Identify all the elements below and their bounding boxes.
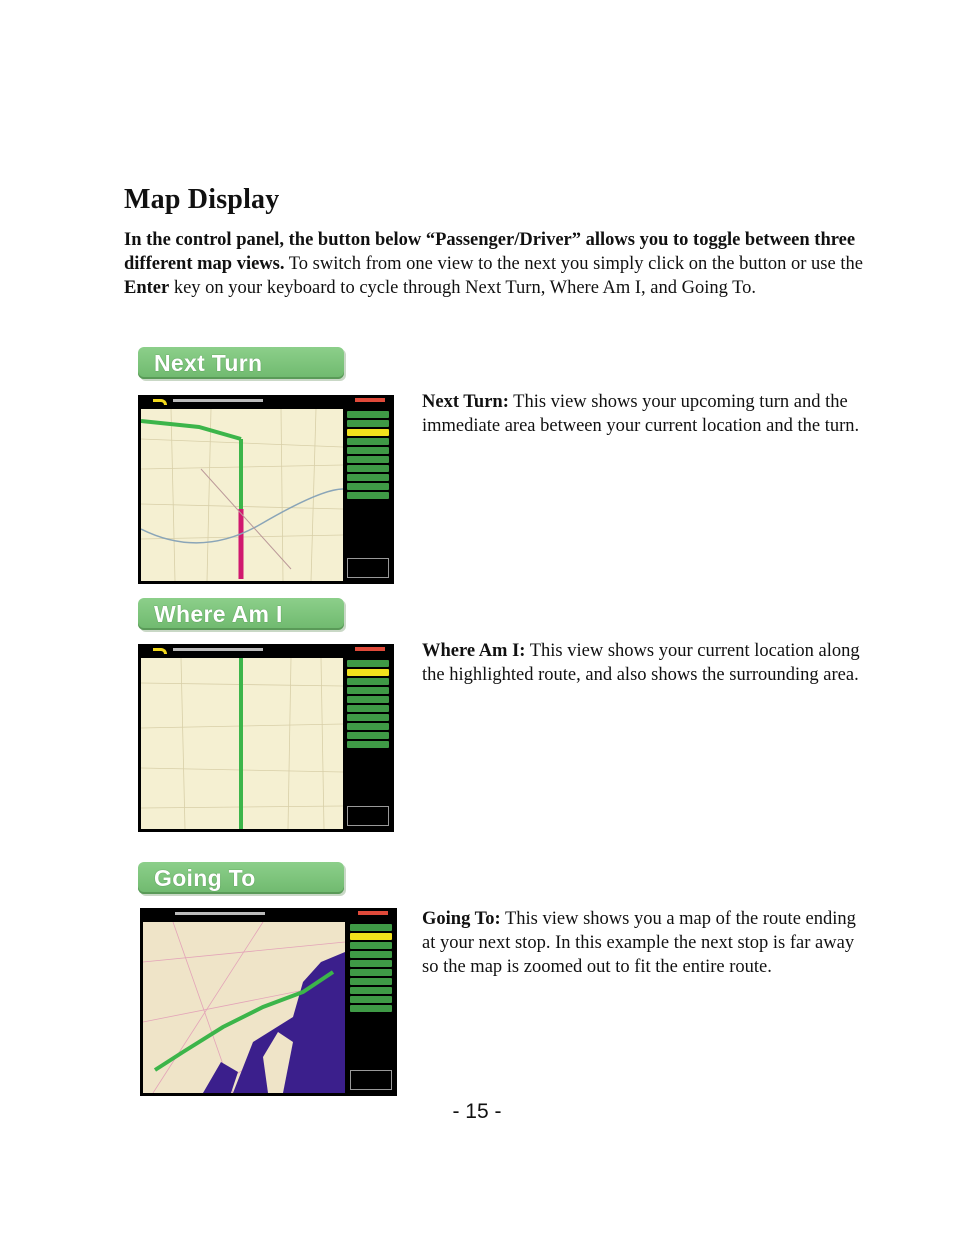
intro-enter-key: Enter [124,278,170,298]
panel-button-active [347,429,389,436]
where-am-i-screenshot [138,644,394,832]
panel-button-active [347,669,389,676]
copilot-logo-icon [355,398,385,402]
turn-arrow-icon [153,399,167,405]
panel-button [350,951,392,958]
screenshot-topbar [139,645,393,658]
where-am-i-map-graphic [141,658,343,829]
panel-button [347,678,389,685]
control-panel [348,922,394,1093]
panel-button [347,492,389,499]
panel-button [347,465,389,472]
where-am-i-description [422,639,862,687]
panel-button [350,996,392,1003]
panel-button [350,969,392,976]
panel-button [347,723,389,730]
turn-arrow-icon [153,648,167,654]
panel-button [347,438,389,445]
control-panel [345,409,391,581]
next-turn-text: This view shows your upcoming turn and the immediate area between your current location and the turn. [422,392,860,436]
panel-button [350,924,392,931]
where-am-i-label: Where Am I: [422,641,526,661]
going-to-label: Going To: [422,909,501,929]
where-am-i-button-image: Where Am I [138,598,344,630]
info-box [350,1070,392,1090]
panel-button [347,714,389,721]
copilot-logo-icon [358,911,388,915]
info-box [347,558,389,578]
panel-button [350,987,392,994]
panel-button [350,960,392,967]
next-turn-screenshot [138,395,394,584]
panel-button [347,660,389,667]
going-to-description [422,907,862,979]
panel-button [347,456,389,463]
panel-button [347,732,389,739]
page-title: Map Display [124,184,280,215]
screenshot-topbar [141,909,396,922]
panel-button [347,705,389,712]
panel-button [350,942,392,949]
panel-button [347,420,389,427]
screenshot-topbar [139,396,393,409]
panel-button [347,687,389,694]
panel-button [347,447,389,454]
panel-button [350,978,392,985]
map-area [143,922,345,1093]
panel-button [347,474,389,481]
next-turn-button-image: Next Turn [138,347,344,379]
next-turn-description [422,390,862,438]
panel-button [347,411,389,418]
street-name-bar [173,399,263,402]
street-name-bar [175,912,265,915]
next-turn-map-graphic [141,409,343,581]
going-to-button-image: Going To [138,862,344,894]
panel-button [347,696,389,703]
info-box [347,806,389,826]
panel-button-active [350,933,392,940]
going-to-screenshot [140,908,397,1096]
intro-text-1: To switch from one view to the next you simply click on the button or use the [284,254,863,274]
going-to-text: This view shows you a map of the route ending at your next stop. In this example the next stop is far away so the map is zoomed out to fit the entire route. [422,909,856,977]
intro-text-2: key on your keyboard to cycle through Next Turn, Where Am I, and Going To. [169,278,757,298]
street-name-bar [173,648,263,651]
control-panel [345,658,391,829]
intro-bold-1: In the control panel, the button below “Passenger/Driver” allows you to toggle between three different map views. [124,230,856,274]
intro-paragraph [124,228,869,300]
where-am-i-text: This view shows your current location along the highlighted route, and also shows the surrounding area. [422,641,860,685]
panel-button [347,741,389,748]
map-area [141,658,343,829]
panel-button [347,483,389,490]
next-turn-label: Next Turn: [422,392,509,412]
page-number: - 15 - [452,1100,502,1123]
going-to-map-graphic [143,922,345,1093]
map-area [141,409,343,581]
copilot-logo-icon [355,647,385,651]
panel-button [350,1005,392,1012]
